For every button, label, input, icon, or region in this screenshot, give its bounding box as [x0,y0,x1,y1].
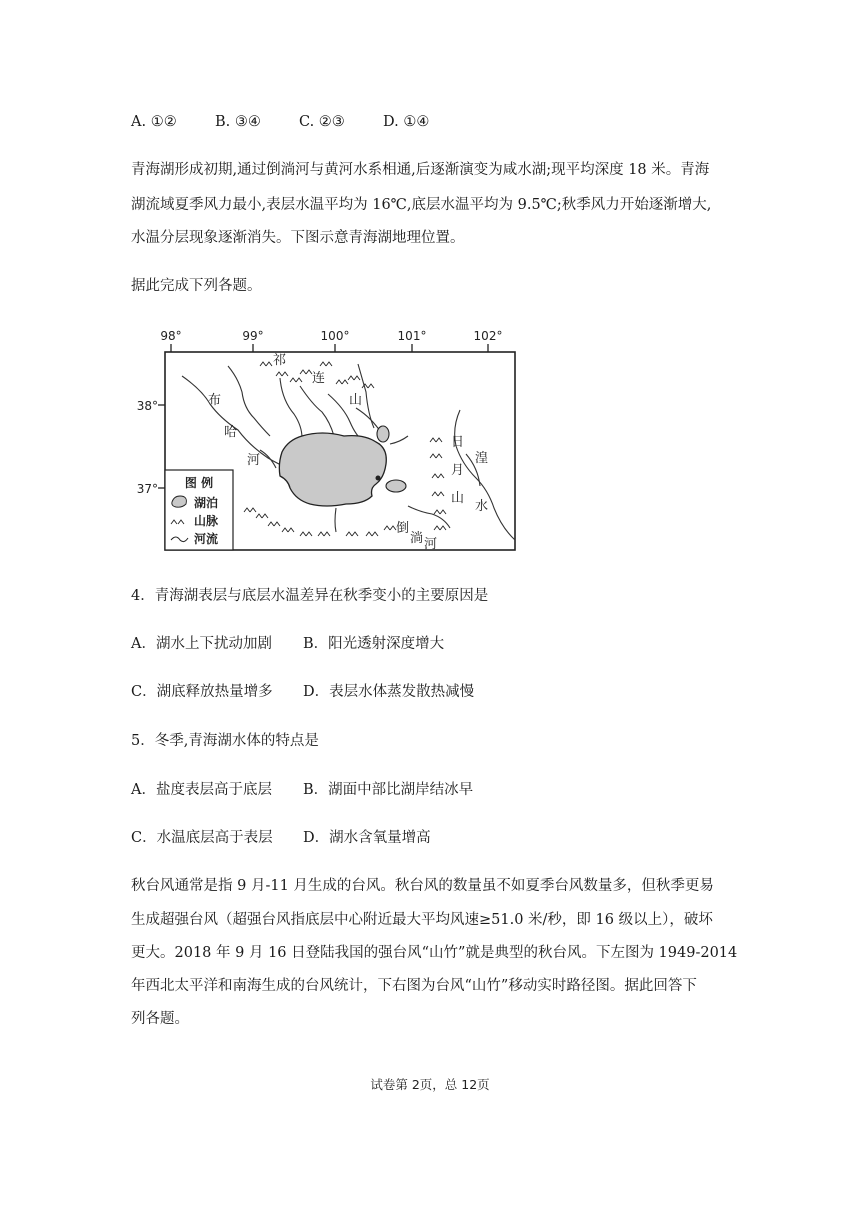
label-he: 河 [247,453,261,468]
label-qi: 祁 [273,353,287,368]
q5-options-row2 [131,828,431,848]
passage1-line: 水温分层现象逐渐消失。下图示意青海湖地理位置。 [131,230,465,246]
lat-label-37: 37° [136,482,158,496]
label-shui: 水 [475,499,489,514]
q4-options-row1 [131,634,444,654]
q4-option-d: D．表层水体蒸发散热减慢 [303,684,475,700]
legend-title: 图 例 [184,476,214,490]
qinghai-lake [279,433,386,506]
lon-label-102: 102° [473,329,503,343]
q3-options [131,112,429,132]
q5-option-a: A．盐度表层高于底层 [131,782,272,798]
label-tang: 淌 [410,531,424,546]
label-ha: 哈 [224,425,238,440]
label-lian: 连 [312,371,326,386]
q3-option-b: B. ③④ [215,114,261,130]
q4-options-row2 [131,682,474,702]
label-dao: 倒 [396,521,410,536]
q5-option-b: B．湖面中部比湖岸结冰早 [303,782,474,798]
label-daotang-he: 河 [424,537,438,552]
passage2-line: 生成超强台风（超强台风指底层中心附近最大平均风速≥51.0 米/秒，即 16 级以上），破坏 [131,912,713,928]
legend-river: 河流 [194,532,219,546]
map-legend [165,470,233,550]
legend-lake: 湖泊 [194,496,219,510]
q4-stem: 4．青海湖表层与底层水温差异在秋季变小的主要原因是 [131,588,489,604]
instruction: 据此完成下列各题。 [131,278,262,294]
lon-label-98: 98° [160,329,182,343]
small-lake [377,426,389,442]
lon-label-99: 99° [242,329,264,343]
small-lake [386,480,406,492]
q4-option-a: A．湖水上下扰动加剧 [131,636,272,652]
q4-option-c: C．湖底释放热量增多 [131,684,273,700]
label-huang: 湟 [475,451,489,466]
lat-label-38: 38° [136,399,158,413]
label-yue: 月 [451,463,465,478]
label-ri: 日 [451,435,465,450]
q4-option-b: B．阳光透射深度增大 [303,636,445,652]
label-shan: 山 [349,393,363,408]
passage1-line: 湖流域夏季风力最小,表层水温平均为 16℃,底层水温平均为 9.5℃;秋季风力开始逐渐增大, [131,197,712,213]
q5-options-row1 [131,780,473,800]
q5-stem: 5．冬季,青海湖水体的特点是 [131,733,319,749]
q3-option-a: A. ①② [131,114,177,130]
q5-option-c: C．水温底层高于表层 [131,830,273,846]
label-riyue-shan: 山 [451,491,465,506]
passage2-line: 更大。2018 年 9 月 16 日登陆我国的强台风“山竹”就是典型的秋台风。下左图为 1949-2014 [131,945,738,961]
label-bu: 布 [208,393,222,408]
page-footer: 试卷第 2页，总 12页 [370,1077,490,1092]
q5-option-d: D．湖水含氧量增高 [303,830,431,846]
q3-option-d: D. ①④ [383,114,430,130]
lon-label-101: 101° [397,329,427,343]
passage2-line: 年西北太平洋和南海生成的台风统计，下右图为台风“山竹”移动实时路径图。据此回答下 [131,978,697,994]
qinghai-lake-map [136,318,530,558]
legend-mountain: 山脉 [194,514,219,528]
passage2-line: 秋台风通常是指 9 月-11 月生成的台风。秋台风的数量虽不如夏季台风数量多，但秋季更易 [131,878,714,894]
lon-label-100: 100° [320,329,350,343]
q3-option-c: C. ②③ [299,114,345,130]
passage1-line: 青海湖形成初期,通过倒淌河与黄河水系相通,后逐渐演变为咸水湖;现平均深度 18 米。青海 [131,162,710,178]
passage2-line: 列各题。 [131,1011,189,1027]
